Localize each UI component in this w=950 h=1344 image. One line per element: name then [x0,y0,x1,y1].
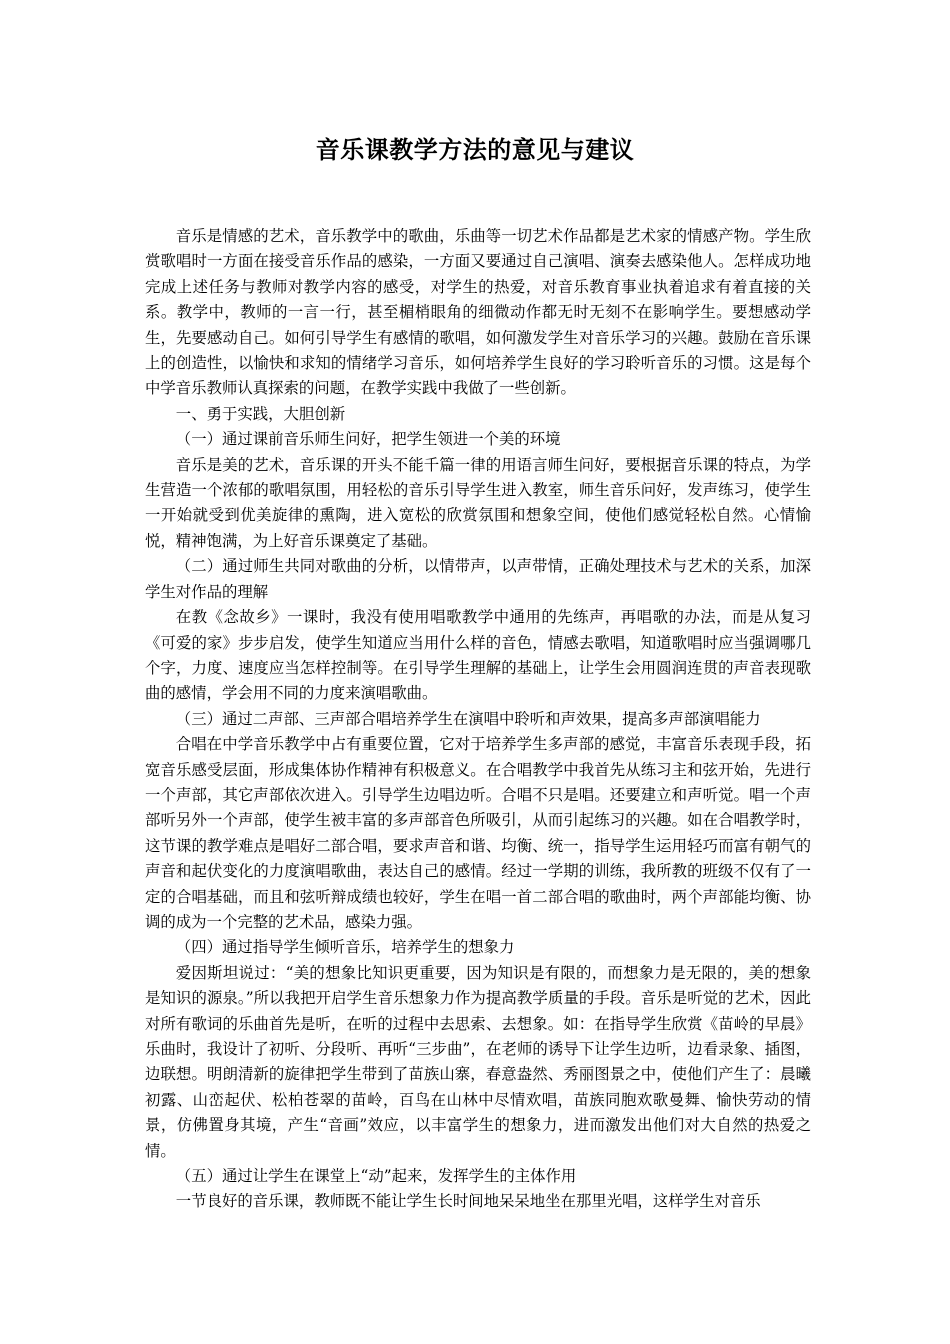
paragraph: 音乐是美的艺术，音乐课的开头不能千篇一律的用语言师生问好，要根据音乐课的特点，为学生营造一个浓郁的歌唱氛围，用轻松的音乐引导学生进入教室，师生音乐问好，发声练习，使学生一开始就受到优美旋律的熏陶，进入宽松的欣赏氛围和想象空间，使他们感觉轻松自然。心情愉悦，精神饱满，为上好音乐课奠定了基础。 [145,455,811,550]
paragraph: 一节良好的音乐课，教师既不能让学生长时间地呆呆地坐在那里光唱，这样学生对音乐 [175,1192,761,1211]
subsection-heading: （五）通过让学生在课堂上“动”起来，发挥学生的主体作用 [175,1167,577,1186]
subsection-heading: （四）通过指导学生倾听音乐，培养学生的想象力 [175,938,515,957]
paragraph: 合唱在中学音乐教学中占有重要位置，它对于培养学生多声部的感觉，丰富音乐表现手段，拓宽音乐感受层面，形成集体协作精神有积极意义。在合唱教学中我首先从练习主和弦开始，先进行一个声部，其它声部依次进入。引导学生边唱边听。合唱不只是唱。还要建立和声听觉。唱一个声部听另外一个声部，使学生被丰富的多声部音色所吸引，从而引起练习的兴趣。如在合唱教学时，这节课的教学难点是唱好二部合唱，要求声音和谐、均衡、统一，指导学生运用轻巧而富有朝气的声音和起伏变化的力度演唱歌曲，表达自己的感情。经过一学期的训练，我所教的班级不仅有了一定的合唱基础，而且和弦听辩成绩也较好，学生在唱一首二部合唱的歌曲时，两个声部能均衡、协调的成为一个完整的艺术品，感染力强。 [145,735,811,931]
paragraph: 爱因斯坦说过：“美的想象比知识更重要，因为知识是有限的，而想象力是无限的，美的想象是知识的源泉。”所以我把开启学生音乐想象力作为提高教学质量的手段。音乐是听觉的艺术，因此对所有歌词的乐曲首先是听，在听的过程中去思索、去想象。如：在指导学生欣赏《苗岭的早晨》乐曲时，我设计了初听、分段听、再听“三步曲”，在老师的诱导下让学生边听，边看录象、插图，边联想。明朗清新的旋律把学生带到了苗族山寨，春意盎然、秀丽图景之中，使他们产生了：晨曦初露、山峦起伏、松柏苍翠的苗岭，百鸟在山林中尽情欢唱，苗族同胞欢歌曼舞、愉快劳动的情景，仿佛置身其境，产生“音画”效应，以丰富学生的想象力，进而激发出他们对大自然的热爱之情。 [145,963,811,1160]
document-body [145,224,811,1215]
document-title: 音乐课教学方法的意见与建议 [315,135,635,164]
paragraph: 音乐是情感的艺术，音乐教学中的歌曲，乐曲等一切艺术作品都是艺术家的情感产物。学生欣赏歌唱时一方面在接受音乐作品的感染，一方面又要通过自己演唱、演奏去感染他人。怎样成功地完成上述任务与教师对教学内容的感受，对学生的热爱，对音乐教育事业执着追求有着直接的关系。教学中，教师的一言一行，甚至楣梢眼角的细微动作都无时无刻不在影响学生。要想感动学生，先要感动自己。如何引导学生有感情的歌唱，如何激发学生对音乐学习的兴趣。鼓励在音乐课上的创造性，以愉快和求知的情绪学习音乐，如何培养学生良好的学习聆听音乐的习惯。这是每个中学音乐教师认真探索的问题，在教学实践中我做了一些创新。 [145,227,811,398]
subsection-heading: （二）通过师生共同对歌曲的分析，以情带声，以声带情，正确处理技术与艺术的关系，加深学生对作品的理解 [145,557,811,601]
subsection-heading: （一）通过课前音乐师生问好，把学生领进一个美的环境 [175,430,561,449]
paragraph: 在教《念故乡》一课时，我没有使用唱歌教学中通用的先练声，再唱歌的办法，而是从复习《可爱的家》步步启发，使学生知道应当用什么样的音色，情感去歌唱，知道歌唱时应当强调哪几个字，力度、速度应当怎样控制等。在引导学生理解的基础上，让学生会用圆润连贯的声音表现歌曲的感情，学会用不同的力度来演唱歌曲。 [145,608,811,703]
subsection-heading: （三）通过二声部、三声部合唱培养学生在演唱中聆听和声效果，提高多声部演唱能力 [175,709,761,728]
section-heading: 一、勇于实践，大胆创新 [175,404,346,423]
